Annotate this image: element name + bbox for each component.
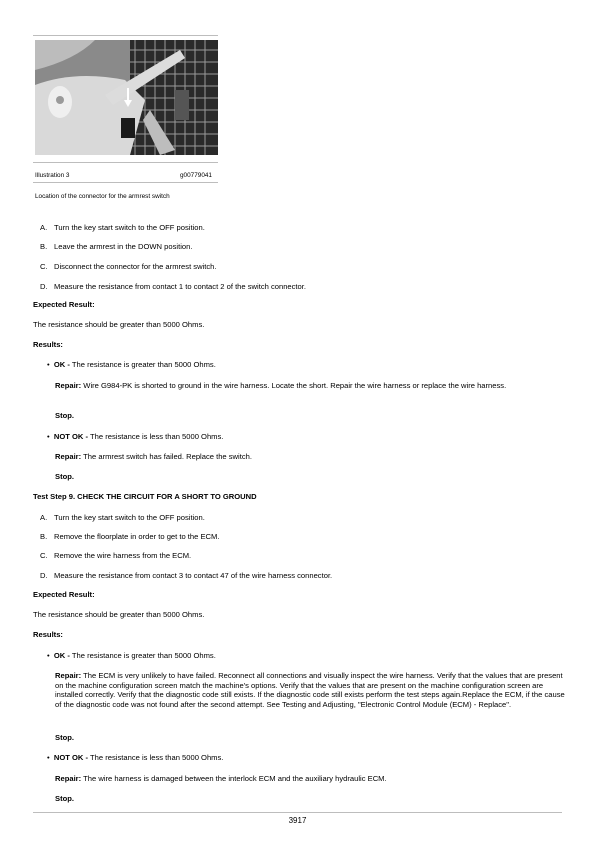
step-item: D. Measure the resistance from contact 3 to contact 47 of the wire harness connector. <box>40 571 333 580</box>
result-ok: • OK - The resistance is greater than 5000 Ohms. <box>47 651 216 660</box>
repair-ok: Repair: Wire G984-PK is shorted to ground in the wire harness. Locate the short. Repair the wire harness or replace the wire harness. <box>55 381 507 390</box>
stop-not-ok: Stop. <box>55 794 74 803</box>
result-not-ok: • NOT OK - The resistance is less than 5000 Ohms. <box>47 432 224 441</box>
step-item: C. Remove the wire harness from the ECM. <box>40 551 192 560</box>
page-number: 3917 <box>288 816 307 825</box>
step-item: B. Remove the floorplate in order to get to the ECM. <box>40 532 220 541</box>
illustration-caption: Location of the connector for the armrest switch <box>35 193 170 200</box>
stop-ok: Stop. <box>55 411 74 420</box>
step-item: A. Turn the key start switch to the OFF position. <box>40 513 205 522</box>
test-step-heading: Test Step 9. CHECK THE CIRCUIT FOR A SHORT TO GROUND <box>33 492 257 501</box>
illustration-top-rule <box>33 35 218 36</box>
armrest-connector-photo <box>35 40 218 155</box>
expected-result-text: The resistance should be greater than 5000 Ohms. <box>33 610 205 619</box>
illustration-code: g00779041 <box>180 172 212 179</box>
expected-result-heading: Expected Result: <box>33 300 95 309</box>
step-item: C. Disconnect the connector for the armrest switch. <box>40 262 217 271</box>
stop-ok: Stop. <box>55 733 74 742</box>
expected-result-heading: Expected Result: <box>33 590 95 599</box>
footer-rule <box>33 812 562 813</box>
illustration-label: Illustration 3 <box>35 172 70 179</box>
results-heading: Results: <box>33 630 63 639</box>
result-ok: • OK - The resistance is greater than 5000 Ohms. <box>47 360 216 369</box>
illustration-bottom-rule <box>33 162 218 163</box>
expected-result-text: The resistance should be greater than 5000 Ohms. <box>33 320 205 329</box>
step-item: A. Turn the key start switch to the OFF position. <box>40 223 205 232</box>
results-heading: Results: <box>33 340 63 349</box>
repair-ok: Repair: The ECM is very unlikely to have failed. Reconnect all connections and visually inspect the wire harness. Verify that the values that are present on the machine configuration screen match the machine's options. Verify that the values that are present on the machine configuration screen are installed correctly. Verify that the diagnostic code still exists. If the diagnostic code still exists perform the test steps again.Replace the ECM, if the cause of the diagnostic code was not found after the second attempt. See Testing and Adjusting, "Electronic Control Module (ECM) - Replace". <box>55 671 565 709</box>
repair-not-ok: Repair: The wire harness is damaged between the interlock ECM and the auxiliary hydraulic ECM. <box>55 774 387 783</box>
stop-not-ok: Stop. <box>55 472 74 481</box>
step-item: B. Leave the armrest in the DOWN position. <box>40 242 193 251</box>
step-item: D. Measure the resistance from contact 1 to contact 2 of the switch connector. <box>40 282 306 291</box>
repair-not-ok: Repair: The armrest switch has failed. Replace the switch. <box>55 452 252 461</box>
caption-rule <box>33 182 218 183</box>
result-not-ok: • NOT OK - The resistance is less than 5000 Ohms. <box>47 753 224 762</box>
